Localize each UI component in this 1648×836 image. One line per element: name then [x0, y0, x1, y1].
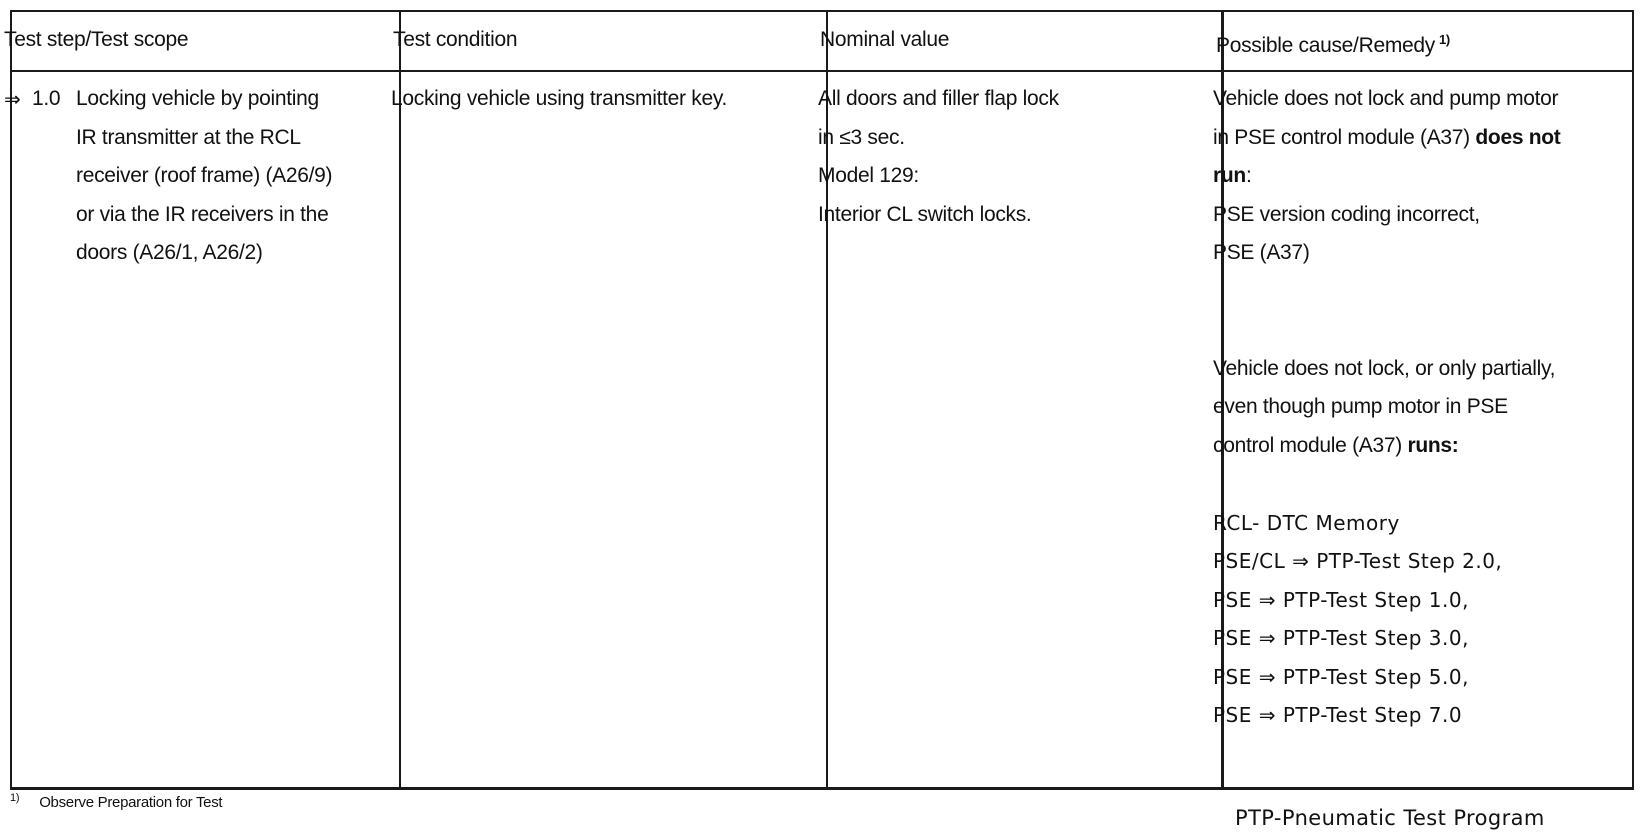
cause-line: Vehicle does not lock and pump motor	[1213, 87, 1559, 110]
cause-text: :	[1245, 164, 1252, 187]
footer-program-name: PTP-Pneumatic Test Program	[1235, 806, 1545, 830]
header-test-step: Test step/Test scope	[4, 28, 189, 51]
header-nominal-value: Nominal value	[820, 28, 950, 51]
cause-line	[1213, 157, 1618, 196]
nominal-line: in ≤3 sec.	[818, 125, 905, 149]
cause-line: even though pump motor in PSE	[1213, 395, 1508, 418]
scope-line: Locking vehicle by pointing	[76, 87, 319, 110]
cause-line	[1213, 427, 1618, 466]
cell-nominal-value	[818, 80, 1206, 234]
cause-line: PSE version coding incorrect,	[1213, 202, 1480, 226]
remedy-line: PSE/CL ⇒ PTP-Test Step 2.0,	[1213, 549, 1503, 573]
cause-line: Vehicle does not lock, or only partially,	[1213, 356, 1556, 380]
header-test-condition: Test condition	[393, 28, 518, 51]
column-test-condition	[399, 12, 828, 787]
step-number: 1.0	[32, 87, 61, 110]
spacer	[1213, 465, 1618, 504]
step-line	[4, 80, 386, 119]
condition-text: Locking vehicle using transmitter key.	[391, 87, 728, 110]
cause-line: PSE (A37)	[1213, 241, 1310, 264]
scope-line: receiver (roof frame) (A26/9)	[76, 164, 333, 187]
remedy-line: PSE ⇒ PTP-Test Step 1.0,	[1213, 587, 1469, 612]
remedy-line: PSE ⇒ PTP-Test Step 3.0,	[1213, 626, 1469, 650]
cause-text: control module (A37)	[1213, 433, 1408, 457]
spacer	[1213, 311, 1618, 350]
cell-test-step	[4, 80, 386, 273]
header-footnote-mark: 1)	[1438, 32, 1450, 47]
cause-emphasis: runs:	[1407, 433, 1459, 457]
footnote-text: Observe Preparation for Test	[39, 794, 223, 811]
scope-line: IR transmitter at the RCL	[76, 125, 301, 149]
remedy-line: RCL- DTC Memory	[1213, 510, 1400, 535]
scope-line: or via the IR receivers in the	[76, 202, 329, 226]
cause-text: in PSE control module (A37)	[1213, 125, 1476, 149]
remedy-line: PSE ⇒ PTP-Test Step 5.0,	[1213, 664, 1469, 689]
cause-emphasis: does not	[1475, 125, 1561, 149]
nominal-line: Model 129:	[818, 164, 919, 187]
scope-line: doors (A26/1, A26/2)	[76, 241, 263, 264]
cell-possible-cause	[1213, 80, 1618, 735]
nominal-line: All doors and filler flap lock	[818, 87, 1059, 110]
cause-emphasis: run	[1213, 164, 1246, 187]
remedy-line: PSE ⇒ PTP-Test Step 7.0	[1213, 703, 1463, 727]
arrow-icon: ⇒	[4, 87, 21, 111]
header-possible-cause-label: Possible cause/Remedy	[1216, 34, 1435, 57]
header-possible-cause	[1212, 10, 1450, 68]
footnote-mark: 1)	[10, 792, 20, 804]
cell-test-condition	[391, 80, 811, 119]
footnote	[10, 792, 222, 811]
nominal-line: Interior CL switch locks.	[818, 202, 1032, 226]
spacer	[1213, 273, 1618, 312]
cause-line	[1213, 119, 1618, 158]
